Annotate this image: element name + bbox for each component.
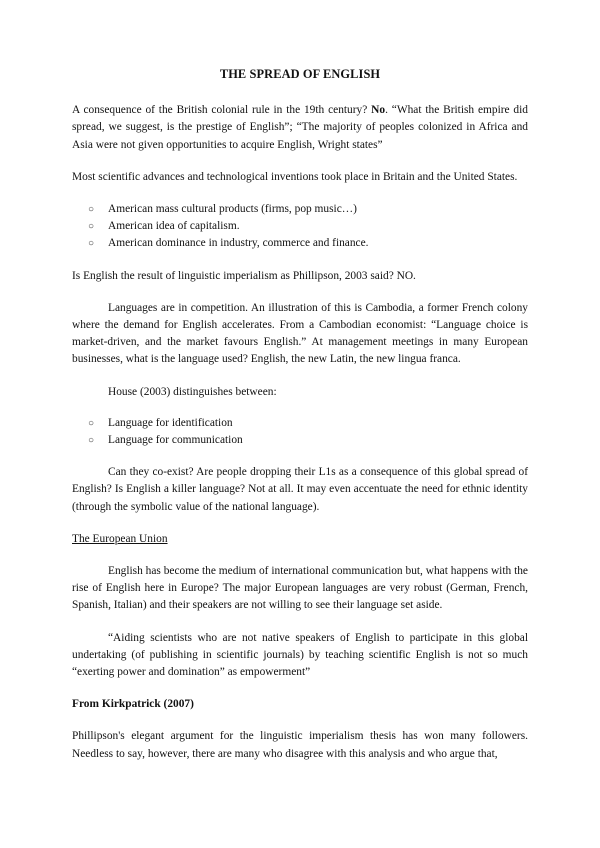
section-heading-european-union: The European Union <box>72 532 168 545</box>
paragraph-european-union: English has become the medium of international communication but, what happens with the rise of English here in Europe? The major European languages are very robust (German, French, Spanish, Italian) and their speakers are not willing to see their language set aside. <box>72 565 528 612</box>
paragraph-house-2003: House (2003) distinguishes between: <box>108 385 277 398</box>
answer-no: No <box>371 104 386 117</box>
paragraph-quote-scientists: “Aiding scientists who are not native speakers of English to participate in this global undertaking (of publishing in scientific journals) by teaching scientific English is not so much “exerting power and domination” as empowerment” <box>72 631 528 679</box>
circle-bullet-icon: ○ <box>88 435 95 447</box>
circle-bullet-icon: ○ <box>88 238 95 250</box>
paragraph-coexist: Can they co-exist? Are people dropping their L1s as a consequence of this global spread of English? Is English a killer language? Not at all. It may even accentuate the need for ethnic identity (through the symbolic value of the national language). <box>72 466 528 513</box>
paragraph-colonial-rule <box>72 102 528 154</box>
circle-bullet-icon: ○ <box>88 417 95 429</box>
paragraph-competition: Languages are in competition. An illustration of this is Cambodia, a former French colony where the demand for English accelerates. From a Cambodian economist: “Language choice is market-driven, and the market favours English.” At management meetings in many European businesses, what is the language used? English, the new Latin, the new lingua franca. <box>72 301 528 366</box>
list-item: ○ Language for identification <box>88 415 528 432</box>
list-item: ○ Language for communication <box>88 432 528 449</box>
list-item: ○ American mass cultural products (firms, pop music…) <box>88 201 528 218</box>
document-page <box>72 66 528 778</box>
list-item: ○ American idea of capitalism. <box>88 218 528 235</box>
paragraph-phillipson: Phillipson's elegant argument for the linguistic imperialism thesis has won many followers. Needless to say, however, there are many who disagree with this analysis and who argue that, <box>72 730 528 760</box>
language-functions-list <box>72 415 528 449</box>
section-heading-kirkpatrick: From Kirkpatrick (2007) <box>72 698 194 711</box>
list-item: ○ American dominance in industry, commerce and finance. <box>88 235 528 252</box>
american-influence-list <box>72 201 528 253</box>
document-title: THE SPREAD OF ENGLISH <box>219 67 381 81</box>
paragraph-linguistic-imperialism: Is English the result of linguistic imperialism as Phillipson, 2003 said? NO. <box>72 269 416 282</box>
circle-bullet-icon: ○ <box>88 204 95 216</box>
paragraph-lead: A consequence of the British colonial rule in the 19th century? <box>72 104 368 117</box>
circle-bullet-icon: ○ <box>88 221 95 233</box>
paragraph-rest: . “What the British empire did spread, we suggest, is the prestige of English”; “The majority of peoples colonized in Africa and Asia were not given opportunities to acquire English, Wright states” <box>72 104 528 151</box>
paragraph-scientific-advances: Most scientific advances and technological inventions took place in Britain and the United States. <box>72 170 518 183</box>
